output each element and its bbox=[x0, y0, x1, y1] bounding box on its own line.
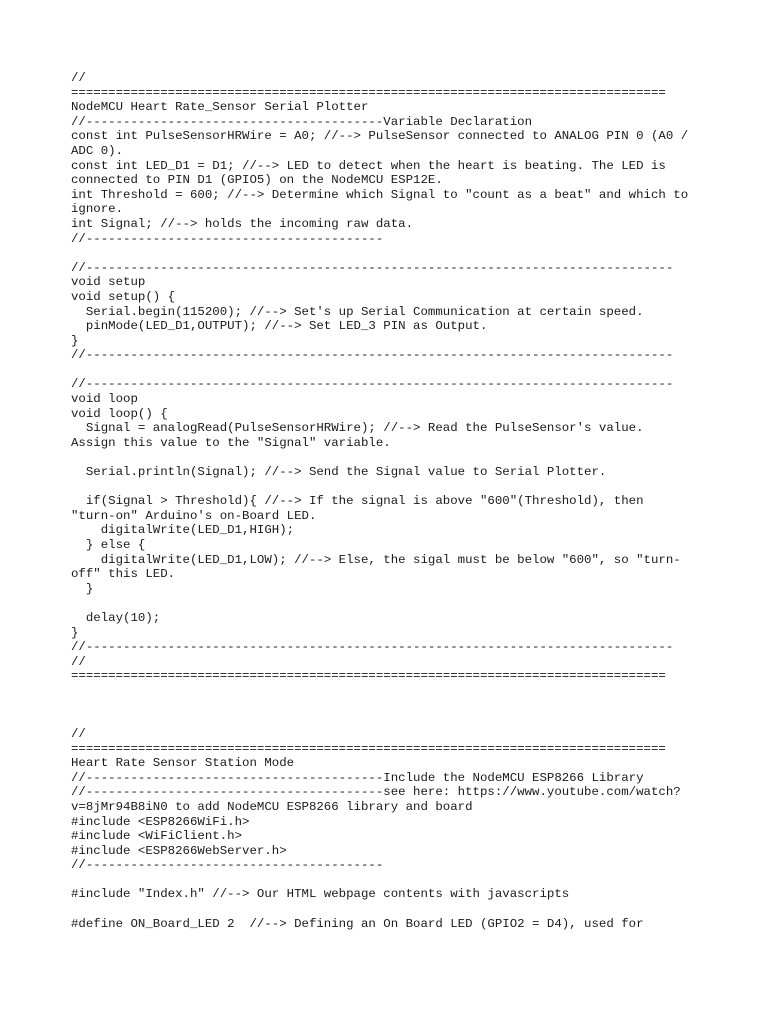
section-gap bbox=[71, 684, 699, 727]
code-block-station-mode: // ================================================================================ Heart Rate Sensor Station Mode //----------------------------------------Include the NodeMCU ESP8266 Library //----------------------------------------see here: https://www.youtube.com/watch? v=8jMr94B8iN0 to add NodeMCU ESP8266 library and board #include <ESP8266WiFi.h> #include <WiFiClient.h> #include <ESP8266WebServer.h> //---------------------------------------- #include "Index.h" //--> Our HTML webpage contents with javascripts #define ON_Board_LED 2 //--> Defining an On Board LED (GPIO2 = D4), used for bbox=[71, 726, 681, 931]
code-block-serial-plotter: // ================================================================================ NodeMCU Heart Rate_Sensor Serial Plotter //----------------------------------------Variable Declaration const int PulseSensorHRWire = A0; //--> PulseSensor connected to ANALOG PIN 0 (A0 / ADC 0). const int LED_D1 = D1; //--> LED to detect when the heart is beating. The LED is connected to PIN D1 (GPIO5) on the NodeMCU ESP12E. int Threshold = 600; //--> Determine which Signal to "count as a beat" and which to ignore. int Signal; //--> holds the incoming raw data. //---------------------------------------- //------------------------------------------------------------------------------- void setup void setup() { Serial.begin(115200); //--> Set's up Serial Communication at certain speed. pinMode(LED_D1,OUTPUT); //--> Set LED_3 PIN as Output. } //------------------------------------------------------------------------------- //------------------------------------------------------------------------------- void loop void loop() { Signal = analogRead(PulseSensorHRWire); //--> Read the PulseSensor's value. Assign this value to the "Signal" variable. Serial.println(Signal); //--> Send the Signal value to Serial Plotter. if(Signal > Threshold){ //--> If the signal is above "600"(Threshold), then "turn-on" Arduino's on-Board LED. digitalWrite(LED_D1,HIGH); } else { digitalWrite(LED_D1,LOW); //--> Else, the sigal must be below "600", so "turn- off" this LED. } delay(10); } //------------------------------------------------------------------------------- // ================================================================================ bbox=[71, 71, 689, 684]
document-page bbox=[71, 71, 699, 931]
